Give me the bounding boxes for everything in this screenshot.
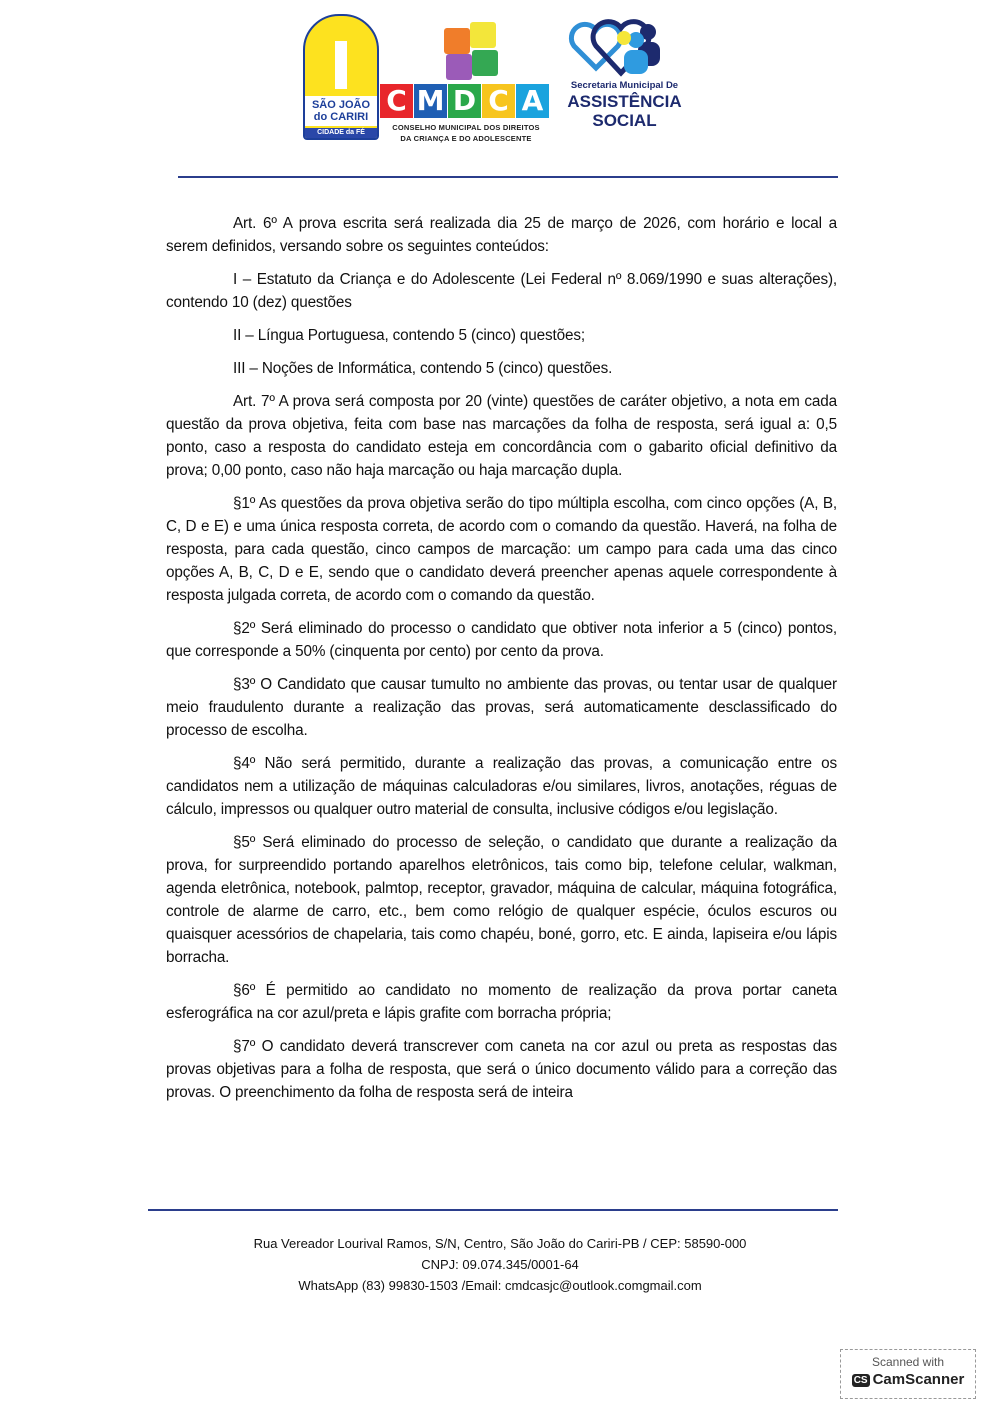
paragraph-s1: §1º As questões da prova objetiva serão do tipo múltipla escolha, com cinco opções (A, B, C, D e E) e uma única resposta correta, de acordo com o comando da questão. Haverá, na folha de resposta, para cada questão, cinco campos de marcação: um campo para cada uma das cinco opções A, B, C, D e E, sendo que o candidato deverá preencher apenas aquele correspondente à resposta julgada correta, de acordo com o comando da questão. [166, 495, 837, 604]
assistencia-social-logo [562, 18, 687, 133]
watermark-caption: Scanned with [871, 1355, 945, 1369]
cmdca-letter: C [380, 84, 413, 118]
heart-people-icon [566, 18, 676, 78]
camscanner-icon: CS [853, 1374, 868, 1386]
paragraph-art6: Art. 6º A prova escrita será realizada dia 25 de março de 2026, com horário e local a serem definidos, versando sobre os seguintes conteúdos: [166, 215, 837, 255]
paragraph-s7: §7º O candidato deverá transcrever com caneta na cor azul ou preta as respostas das provas objetivas para a folha de resposta, que será o único documento válido para a correção das provas. O preenchimento da folha de resposta será de inteira [166, 1038, 837, 1101]
logo-city-tagline: CIDADE da FÉ [305, 128, 377, 138]
paragraph-item-iii: III – Noções de Informática, contendo 5 (cinco) questões. [233, 360, 613, 377]
cmdca-letter: M [414, 84, 447, 118]
footer-address: Rua Vereador Lourival Ramos, S/N, Centro, São João do Cariri-PB / CEP: 58590-000 [253, 1236, 747, 1251]
header-logos [300, 12, 690, 143]
document-body [166, 212, 837, 1114]
footer-divider [148, 1209, 838, 1211]
paragraph-item-ii: II – Língua Portuguesa, contendo 5 (cinco) questões; [233, 327, 585, 344]
assistencia-subtitle: Secretaria Municipal De [570, 80, 679, 91]
assistencia-title: SOCIAL [592, 111, 657, 130]
cmdca-logo [380, 22, 552, 143]
footer-cnpj: CNPJ: 09.074.345/0001-64 [421, 1257, 579, 1272]
cmdca-subtitle: DA CRIANÇA E DO ADOLESCENTE [400, 134, 532, 143]
camscanner-watermark [840, 1349, 976, 1399]
paragraph-s3: §3º O Candidato que causar tumulto no ambiente das provas, ou tentar usar de qualquer meio fraudulento durante a realização das provas, será automaticamente desclassificado do processo de escolha. [166, 676, 837, 739]
paragraph-s4: §4º Não será permitido, durante a realização das provas, a comunicação entre os candidatos nem a utilização de máquinas calculadoras e/ou similares, livros, anotações, réguas de cálculo, impressos ou qualquer outro material de consulta, inclusive códigos e/ou legislação. [166, 755, 837, 818]
cmdca-letter: C [482, 84, 515, 118]
cmdca-letter: A [516, 84, 549, 118]
footer [150, 1233, 850, 1296]
assistencia-title: ASSISTÊNCIA [567, 92, 682, 111]
paragraph-item-i: I – Estatuto da Criança e do Adolescente (Lei Federal nº 8.069/1990 e suas alterações), contendo 10 (dez) questões [166, 271, 837, 311]
paragraph-s2: §2º Será eliminado do processo o candidato que obtiver nota inferior a 5 (cinco) pontos, que corresponde a 50% (cinquenta por cento) por cento da prova. [166, 620, 837, 660]
paragraph-s5: §5º Será eliminado do processo de seleção, o candidato que durante a realização da prova, for surpreendido portando aparelhos eletrônicos, tais como bip, telefone celular, walkman, agenda eletrônica, notebook, palmtop, receptor, gravador, máquina de calcular, máquina fotográfica, controle de alarme de carro, etc., bem como relógio de qualquer espécie, óculos escuros ou quaisquer acessórios de chapelaria, tais como chapéu, boné, gorro, etc. E ainda, lapiseira e/ou lápis borracha. [166, 834, 837, 966]
paragraph-s6: §6º É permitido ao candidato no momento de realização da prova portar caneta esferográfica na cor azul/preta e lápis grafite com borracha própria; [166, 982, 837, 1022]
footer-contact: WhatsApp (83) 99830-1503 /Email: cmdcasjc@outlook.comgmail.com [298, 1278, 702, 1293]
logo-city-name: SÃO JOÃO do CARIRI [305, 96, 377, 126]
header-divider [178, 176, 838, 178]
sao-joao-do-cariri-logo [303, 14, 379, 140]
watermark-brand: CamScanner [872, 1371, 965, 1388]
paragraph-art7: Art. 7º A prova será composta por 20 (vinte) questões de caráter objetivo, a nota em cada questão da prova objetiva, feita com base nas marcações da folha de resposta, será igual a: 0,5 ponto, caso a resposta do candidato esteja em concordância com o gabarito oficial definitivo da prova; 0,00 ponto, caso não haja marcação ou haja marcação dupla. [166, 393, 837, 479]
cmdca-letter: D [448, 84, 481, 118]
cmdca-subtitle: CONSELHO MUNICIPAL DOS DIREITOS [392, 123, 540, 132]
